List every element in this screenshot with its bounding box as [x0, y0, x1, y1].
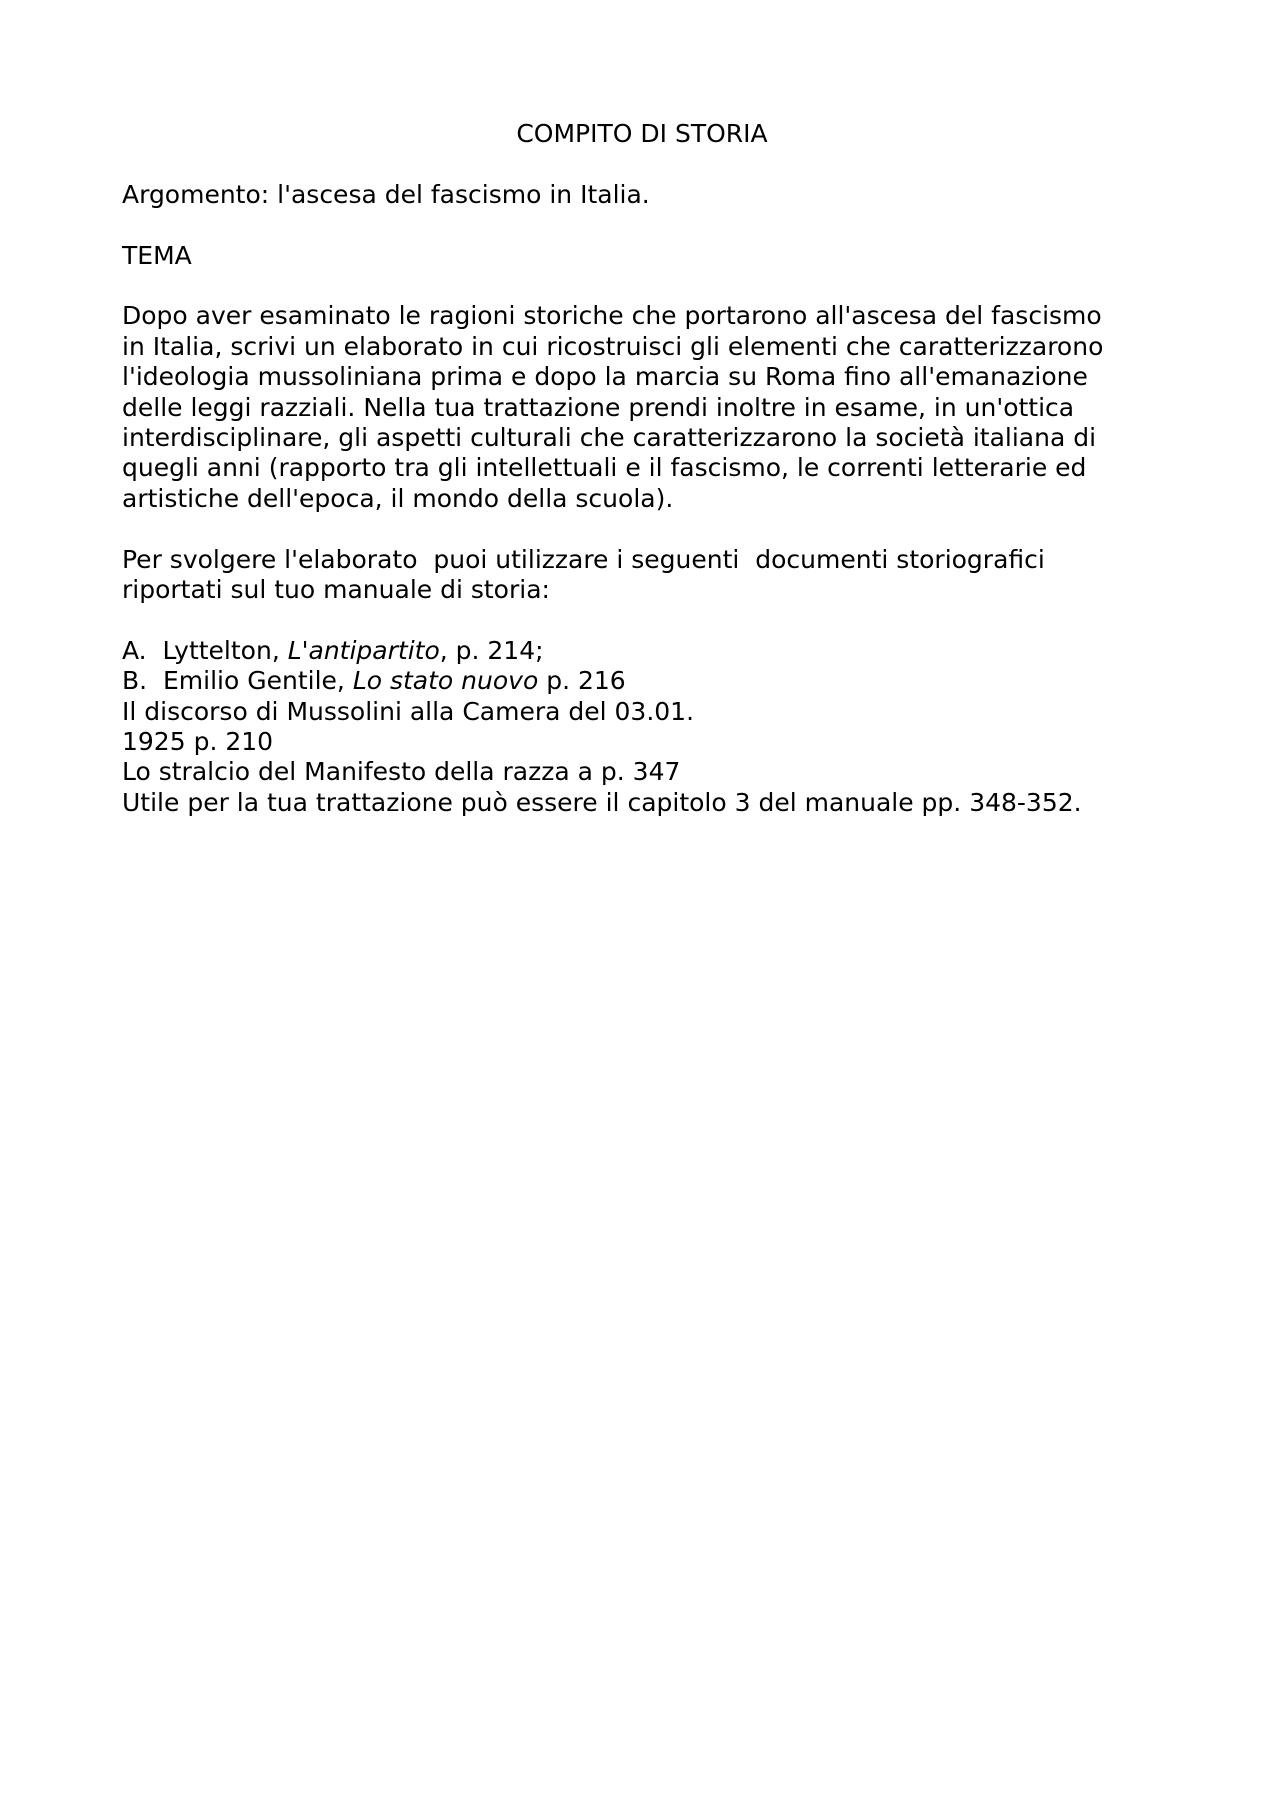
extra-line: 1925 p. 210 [122, 727, 274, 757]
tema-line: quegli anni (rapporto tra gli intellettuali e il fascismo, le correnti letterarie ed [122, 453, 1087, 483]
istruzioni-line: Per svolgere l'elaborato puoi utilizzare i seguenti documenti storiografici [122, 544, 1045, 574]
spacer [122, 514, 1162, 544]
tema-line: Dopo aver esaminato le ragioni storiche che portarono all'ascesa del fascismo [122, 301, 1102, 331]
tema-line: in Italia, scrivi un elaborato in cui ricostruisci gli elementi che caratterizzarono [122, 331, 1104, 361]
extra-line: Utile per la tua trattazione può essere il capitolo 3 del manuale pp. 348-352. [122, 787, 1082, 817]
argomento-line [122, 180, 1162, 210]
extra-line: Il discorso di Mussolini alla Camera del 03.01. [122, 696, 695, 726]
tema-heading: TEMA [122, 240, 192, 270]
tema-line: delle leggi razziali. Nella tua trattazione prendi inoltre in esame, in un'ottica [122, 392, 1075, 422]
source-author: Emilio Gentile, [163, 666, 353, 696]
argomento-text: Argomento: l'ascesa del fascismo in Italia. [122, 179, 650, 209]
source-item-b [122, 666, 1162, 696]
sources-list [122, 636, 1162, 818]
source-marker: A. [122, 635, 147, 665]
source-work-title: L'antipartito [287, 635, 440, 665]
extra-line: Lo stralcio del Manifesto della razza a p. 347 [122, 757, 681, 787]
spacer [122, 271, 1162, 301]
source-marker: B. [122, 666, 148, 696]
istruzioni-paragraph [122, 545, 1162, 606]
spacer [122, 605, 1162, 635]
document-body [122, 119, 1162, 818]
document-title: COMPITO DI STORIA [516, 119, 768, 148]
spacer [122, 149, 1162, 179]
source-author: Lyttelton, [162, 635, 288, 665]
source-item-a [122, 636, 1162, 666]
spacer [122, 210, 1162, 240]
tema-line: artistiche dell'epoca, il mondo della scuola). [122, 483, 674, 513]
source-page: , p. 214; [439, 635, 544, 665]
tema-paragraph [122, 301, 1162, 514]
istruzioni-line: riportati sul tuo manuale di storia: [122, 575, 550, 605]
tema-heading-block [122, 241, 1162, 271]
tema-line: interdisciplinare, gli aspetti culturali che caratterizzarono la società italiana di [122, 423, 1097, 452]
tema-line: l'ideologia mussoliniana prima e dopo la marcia su Roma fino all'emanazione [122, 362, 1088, 392]
source-work-title: Lo stato nuovo [352, 666, 539, 696]
source-page: p. 216 [538, 666, 626, 696]
